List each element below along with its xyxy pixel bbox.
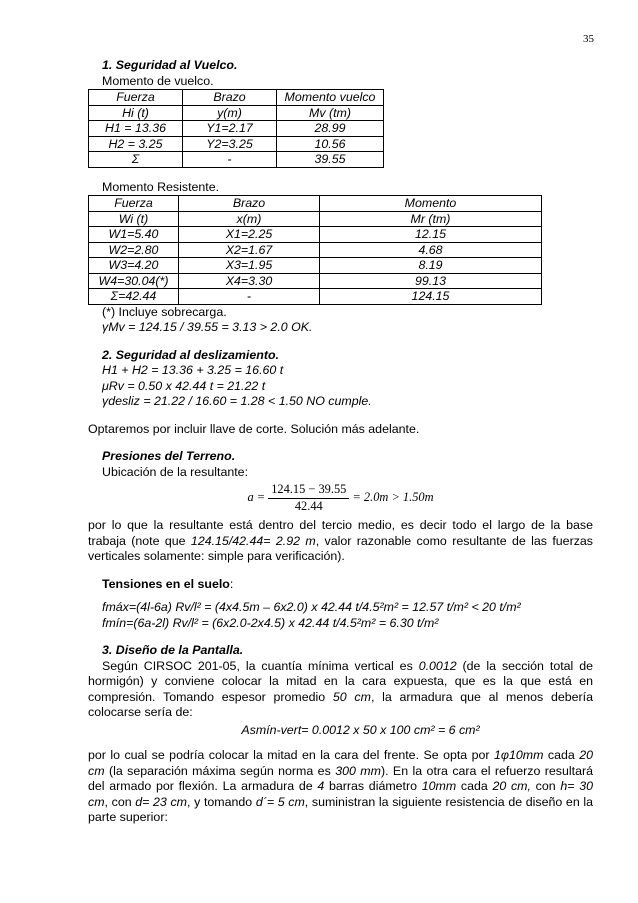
table-cell: W2=2.80 bbox=[89, 242, 179, 258]
section-2-heading: 2. Seguridad al deslizamiento. bbox=[102, 347, 279, 362]
ubicacion-label: Ubicación de la resultante: bbox=[102, 464, 249, 479]
table-cell: 8.19 bbox=[320, 258, 542, 274]
table-cell: W3=4.20 bbox=[89, 258, 179, 274]
armadura-paragraph: por lo cual se podría colocar la mitad en la cara del frente. Se opta por 1φ10mm cada 20 cm (la separación máxima según norma es 300 mm). En la otra cara el refuerzo resultará del armado por flexión. La armadura de 4 barras diámetro 10mm cada 20 cm, con h= 30 cm, con d= 23 cm, y tomando d´= 5 cm, suministran la siguiente resistencia de diseño en la parte superior: bbox=[88, 748, 594, 824]
table-header-cell: y(m) bbox=[183, 105, 277, 121]
deslizamiento-line-1: H1 + H2 = 13.36 + 3.25 = 16.60 t bbox=[102, 363, 284, 377]
table-header-cell: Fuerza bbox=[89, 196, 179, 212]
table-header-row bbox=[89, 105, 384, 121]
formula-denominator: 42.44 bbox=[294, 498, 323, 513]
table-cell: - bbox=[179, 289, 320, 305]
formula-numerator: 124.15 − 39.55 bbox=[268, 482, 349, 499]
page-number: 35 bbox=[583, 33, 594, 45]
section-3-heading: 3. Diseño de la Pantalla. bbox=[102, 643, 244, 657]
table-cell: X3=1.95 bbox=[179, 258, 320, 274]
fmin-line: fmín=(6a-2l) Rv/l² = (6x2.0-2x4.5) x 42.44 t/4.5²m² = 6.30 t/m² bbox=[102, 615, 439, 630]
table-cell: H1 = 13.36 bbox=[89, 121, 183, 137]
momento-resistente-label: Momento Resistente. bbox=[102, 179, 220, 194]
formula-rhs: = 2.0m > 1.50m bbox=[352, 489, 434, 504]
optaremos-paragraph: Optaremos por incluir llave de corte. Solución más adelante. bbox=[88, 421, 420, 436]
table-cell: X2=1.67 bbox=[179, 242, 320, 258]
table-cell: 12.15 bbox=[320, 227, 542, 243]
table-cell: 124.15 bbox=[320, 289, 542, 305]
table-header-cell: x(m) bbox=[179, 211, 320, 227]
section-1-heading: 1. Seguridad al Vuelco. bbox=[102, 58, 238, 72]
table-header-cell: Brazo bbox=[179, 196, 320, 212]
resultante-formula bbox=[88, 482, 593, 514]
table-cell: X1=2.25 bbox=[179, 227, 320, 243]
formula-fraction bbox=[268, 482, 349, 514]
table-header-row bbox=[89, 196, 542, 212]
document-body bbox=[88, 58, 593, 826]
tensiones-heading: Tensiones en el suelo: bbox=[102, 576, 234, 591]
table-header-cell: Brazo bbox=[183, 90, 277, 106]
table-cell: Y2=3.25 bbox=[183, 136, 277, 152]
table-cell: X4=3.30 bbox=[179, 273, 320, 289]
table-cell: Σ=42.44 bbox=[89, 289, 179, 305]
table-header-cell: Fuerza bbox=[89, 90, 183, 106]
table-cell: - bbox=[183, 152, 277, 168]
sobrecarga-note: (*) Incluye sobrecarga. bbox=[102, 304, 227, 319]
table-header-row bbox=[89, 211, 542, 227]
table-header-cell: Momento bbox=[320, 196, 542, 212]
formula-lhs: a = bbox=[247, 489, 266, 504]
table-row bbox=[89, 136, 384, 152]
table-header-row bbox=[89, 90, 384, 106]
cuantia-paragraph: Según CIRSOC 201-05, la cuantía mínima vertical es 0.0012 (de la sección total de hormigón) y conviene colocar la mitad en la cara expuesta, que es la que está en compresión. Tomando espesor promedio 50 cm, la armadura que al menos debería colocarse sería de: bbox=[88, 658, 594, 719]
table-row bbox=[89, 227, 542, 243]
table-header-cell: Momento vuelco bbox=[277, 90, 384, 106]
table-cell: 10.56 bbox=[277, 136, 384, 152]
table-cell: H2 = 3.25 bbox=[89, 136, 183, 152]
table-row bbox=[89, 152, 384, 168]
table-cell: 99.13 bbox=[320, 273, 542, 289]
table-cell: 39.55 bbox=[277, 152, 384, 168]
table-cell: Y1=2.17 bbox=[183, 121, 277, 137]
table-cell: 28.99 bbox=[277, 121, 384, 137]
deslizamiento-line-2: μRv = 0.50 x 42.44 t = 21.22 t bbox=[102, 378, 266, 393]
table-row bbox=[89, 242, 542, 258]
table-header-cell: Wi (t) bbox=[89, 211, 179, 227]
table-cell: 4.68 bbox=[320, 242, 542, 258]
table-cell: W1=5.40 bbox=[89, 227, 179, 243]
table-header-cell: Hi (t) bbox=[89, 105, 183, 121]
table-row bbox=[89, 289, 542, 305]
gamma-mv-line: γMv = 124.15 / 39.55 = 3.13 > 2.0 OK. bbox=[102, 320, 313, 334]
tercio-medio-paragraph: por lo que la resultante está dentro del tercio medio, es decir todo el largo de la base trabaja (note que 124.15/42.44= 2.92 m, valor razonable como resultante de las fuerzas verticales solamente: simple para verificación). bbox=[88, 518, 593, 563]
table-momento-vuelco bbox=[88, 89, 384, 168]
table-row bbox=[89, 258, 542, 274]
momento-vuelco-label: Momento de vuelco. bbox=[102, 73, 214, 88]
deslizamiento-line-3: γdesliz = 21.22 / 16.60 = 1.28 < 1.50 NO cumple. bbox=[102, 394, 372, 408]
table-header-cell: Mv (tm) bbox=[277, 105, 384, 121]
table-header-cell: Mr (tm) bbox=[320, 211, 542, 227]
table-momento-resistente bbox=[88, 195, 542, 305]
fmax-line: fmáx=(4l-6a) Rv/l² = (4x4.5m – 6x2.0) x 42.44 t/4.5²m² = 12.57 t/m² < 20 t/m² bbox=[102, 600, 521, 614]
table-cell: Σ bbox=[89, 152, 183, 168]
presiones-heading: Presiones del Terreno. bbox=[102, 449, 236, 463]
table-cell: W4=30.04(*) bbox=[89, 273, 179, 289]
table-row bbox=[89, 121, 384, 137]
table-row bbox=[89, 273, 542, 289]
asmin-formula: Asmín-vert= 0.0012 x 50 x 100 cm² = 6 cm² bbox=[241, 722, 480, 737]
